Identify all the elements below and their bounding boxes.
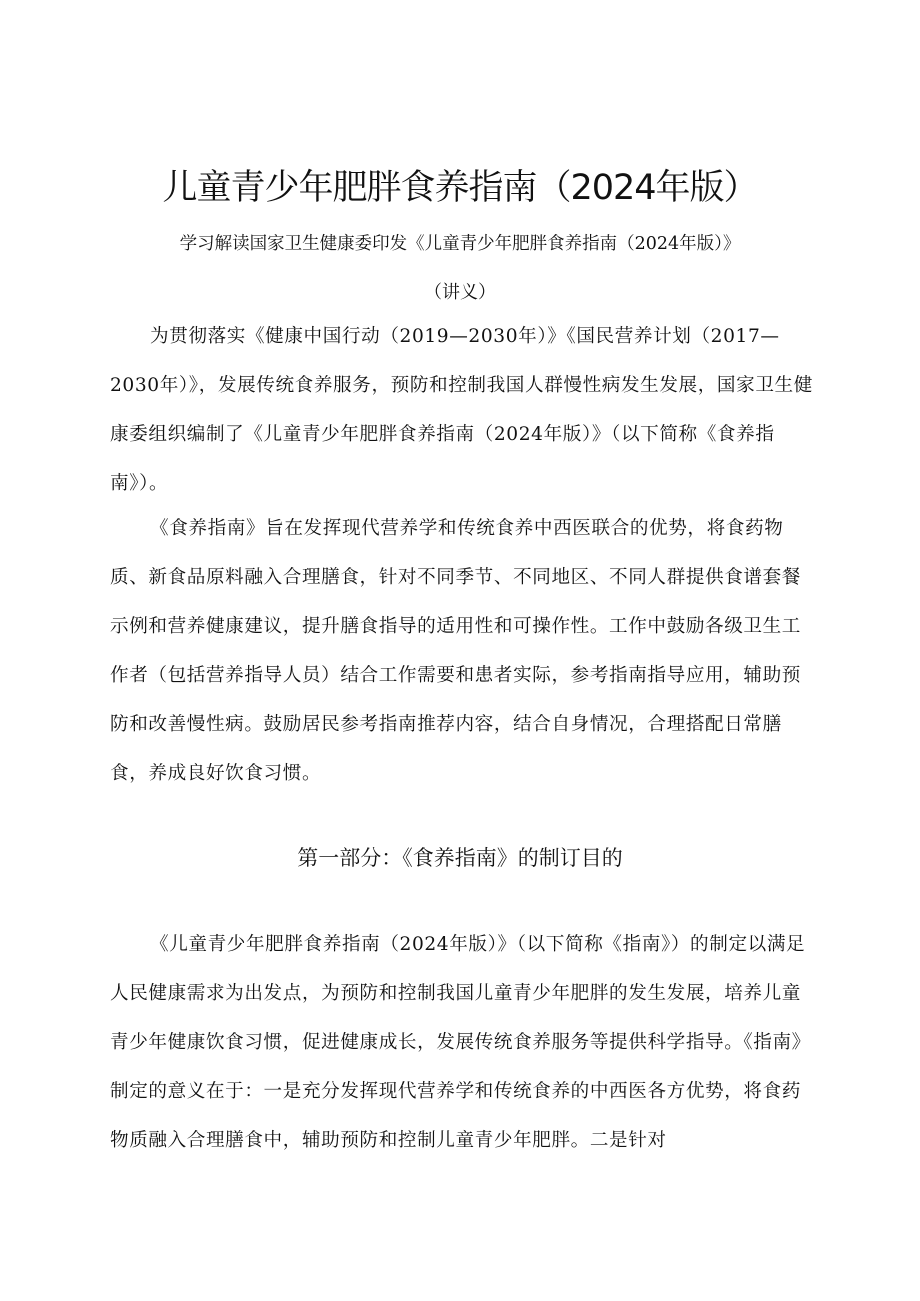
intro-paragraph-2: 《食养指南》旨在发挥现代营养学和传统食养中西医联合的优势，将食药物质、新食品原料融入合理膳食，针对不同季节、不同地区、不同人群提供食谱套餐示例和营养健康建议，提升膳食指导的适用性和可操作性。工作中鼓励各级卫生工作者（包括营养指导人员）结合工作需要和患者实际，参考指南指导应用，辅助预防和改善慢性病。鼓励居民参考指南推荐内容，结合自身情况，合理搭配日常膳食，养成良好饮食习惯。: [110, 518, 801, 784]
handout-label: （讲义）: [424, 282, 496, 303]
document-subtitle: 学习解读国家卫生健康委印发《儿童青少年肥胖食养指南（2024年版）》: [179, 234, 741, 254]
section-1-heading: 第一部分：《食养指南》的制订目的: [297, 846, 623, 870]
section-1-paragraph: 《儿童青少年肥胖食养指南（2024年版）》（以下简称《指南》）的制定以满足人民健康需求为出发点，为预防和控制我国儿童青少年肥胖的发生发展，培养儿童青少年健康饮食习惯，促进健康成长，发展传统食养服务等提供科学指导。《指南》制定的意义在于：一是充分发挥现代营养学和传统食养的中西医各方优势，将食药物质融入合理膳食中，辅助预防和控制儿童青少年肥胖。二是针对: [110, 934, 811, 1151]
intro-paragraph-1: 为贯彻落实《健康中国行动（2019—2030年）》《国民营养计划（2017—2030年）》，发展传统食养服务，预防和控制我国人群慢性病发生发展，国家卫生健康委组织编制了《儿童青少年肥胖食养指南（2024年版）》（以下简称《食养指南》）。: [110, 326, 813, 494]
document-title: 儿童青少年肥胖食养指南（2024年版）: [162, 168, 758, 208]
